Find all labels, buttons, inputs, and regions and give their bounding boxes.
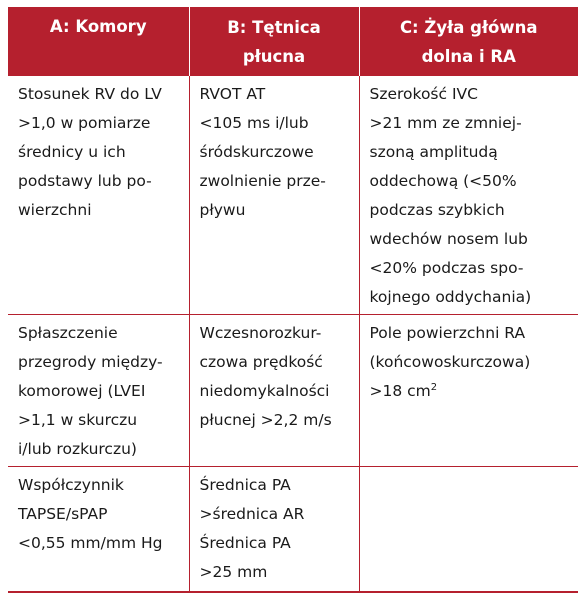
table-row xyxy=(8,76,578,315)
table-cell: Wczesnorozkur- czowa prędkość niedomykalności płucnej >2,2 m/s xyxy=(189,315,359,467)
header-row xyxy=(8,7,578,76)
header-label: B: Tętnica płucna xyxy=(227,17,321,66)
header-label: A: Komory xyxy=(49,17,147,36)
table-cell: Stosunek RV do LV >1,0 w pomiarze średnicy u ich podstawy lub po- wierzchni xyxy=(18,85,162,219)
criteria-table xyxy=(8,7,578,593)
table-cell: Średnica PA >średnica AR Średnica PA >25 mm xyxy=(189,467,359,593)
header-zyla-glowna xyxy=(359,7,578,76)
table-cell: RVOT AT <105 ms i/lub śródskurczowe zwolnienie prze- pływu xyxy=(189,76,359,315)
table-cell: Spłaszczenie przegrody między- komorowej (LVEI >1,1 w skurczu i/lub rozkurczu) xyxy=(8,315,189,467)
table-cell: Współczynnik TAPSE/sPAP <0,55 mm/mm Hg xyxy=(8,467,189,593)
table-cell xyxy=(359,315,578,467)
header-label: C: Żyła główna dolna i RA xyxy=(399,17,538,66)
header-komory xyxy=(8,7,189,76)
table-row xyxy=(8,467,578,593)
header-tetnica-plucna xyxy=(189,7,359,76)
table-cell xyxy=(359,467,578,593)
table-cell: Szerokość IVC >21 mm ze zmniej- szoną amplitudą oddechową (<50% podczas szybkich wdechów nosem lub <20% podczas spo- kojnego oddychania) xyxy=(359,76,578,315)
superscript: 2 xyxy=(430,381,438,393)
cell-text: Pole powierzchni RA (końcowoskurczowa) >18 cm xyxy=(369,324,531,400)
table-row xyxy=(8,315,578,467)
